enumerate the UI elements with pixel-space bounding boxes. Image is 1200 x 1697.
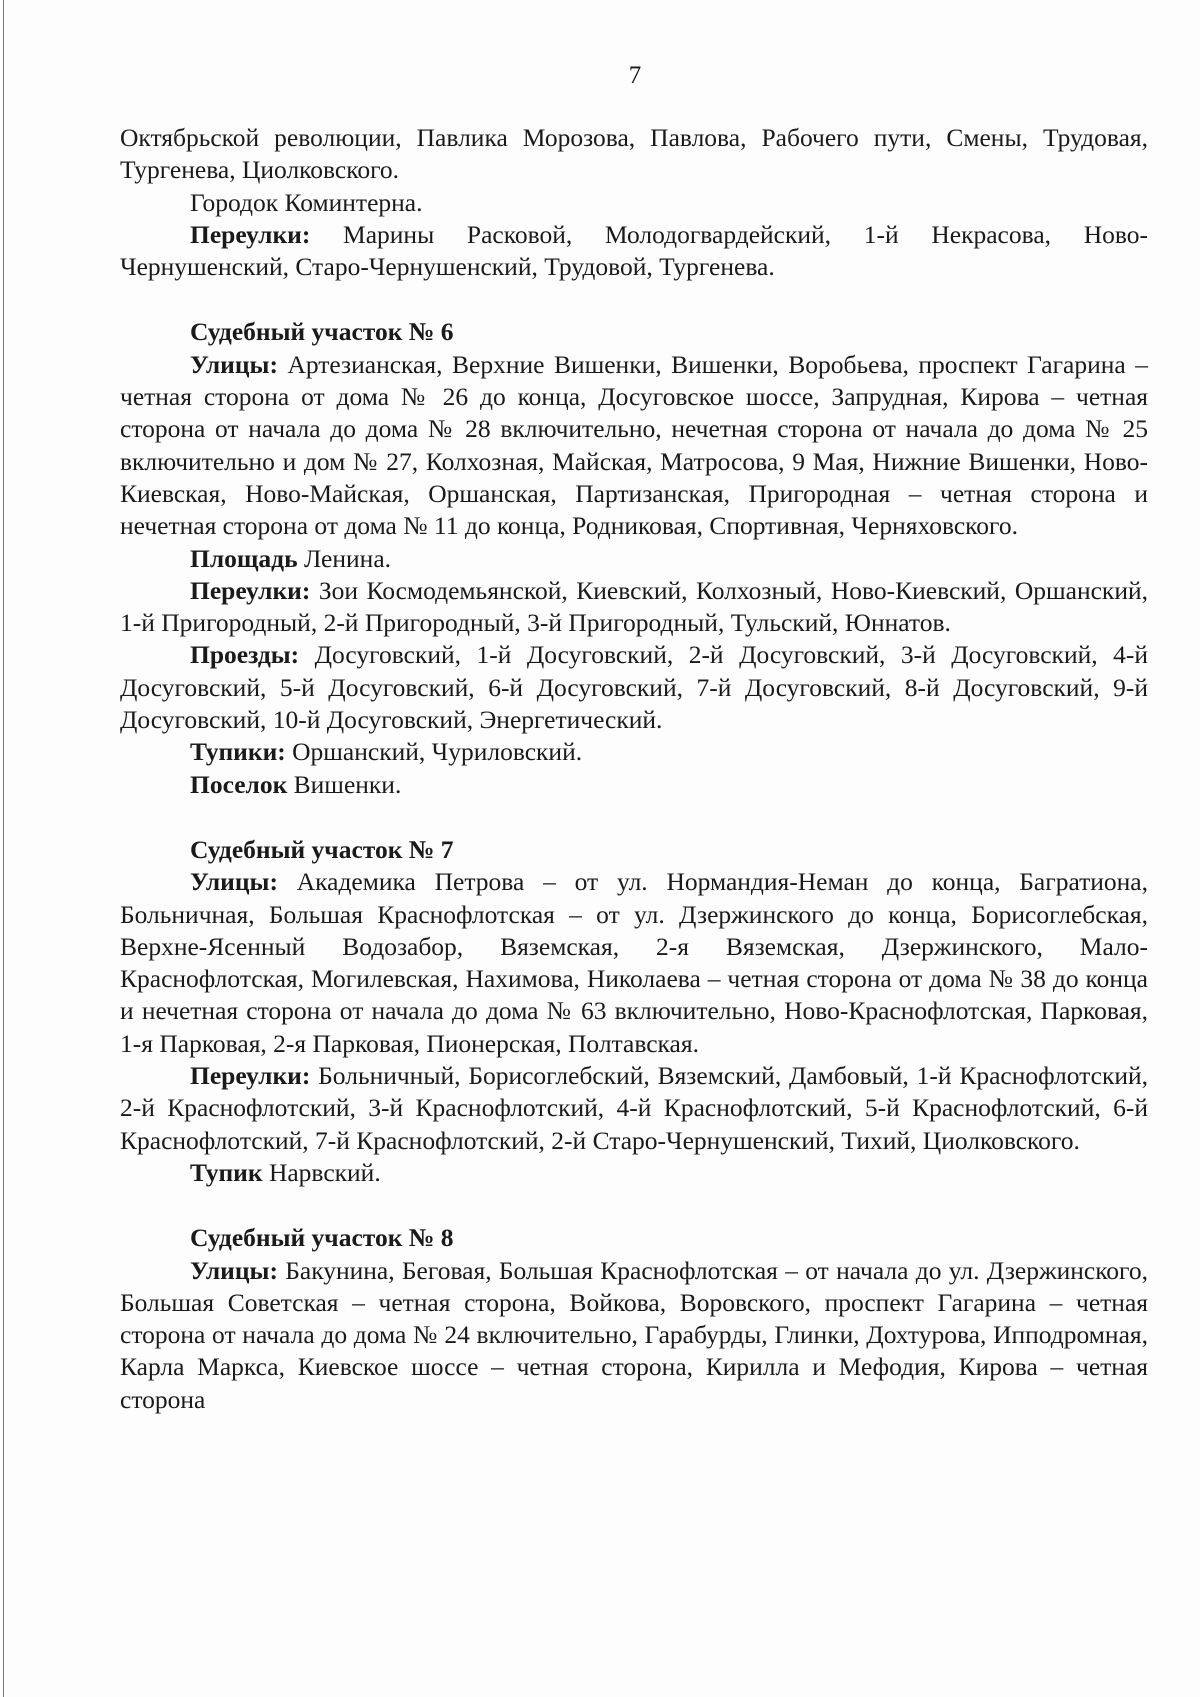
page-number: 7 [628,62,642,89]
section-8-title: Судебный участок № 8 [190,1223,454,1253]
page-edge-line [3,0,4,1697]
section-6-streets [120,349,1148,543]
section-8-streets [120,1255,1148,1416]
section-7-title: Судебный участок № 7 [190,834,454,864]
section-6-lanes [120,575,1148,640]
section-7-streets-label: Улицы: [190,867,278,897]
section-6-deadends-label: Тупики: [190,737,286,767]
section-7-deadend [120,1157,1148,1189]
section-6-streets-label: Улицы: [190,349,278,379]
section-6-title: Судебный участок № 6 [190,317,454,347]
section-7-streets [120,866,1148,1060]
section-6-settlement [120,769,1148,801]
section-6-deadends-text: Оршанский, Чуриловский. [285,737,583,767]
section-6-square-text: Ленина. [297,543,392,573]
document-body [120,122,1148,1416]
section-7-lanes-label: Переулки: [190,1061,311,1091]
section-7-lanes-text: Больничный, Борисоглебский, Вяземский, Дамбовый, 1-й Краснофлотский, 2-й Краснофлотский, 3-й Краснофлотский, 4-й Краснофлотский, 5-й Краснофлотский, 6-й Краснофлотский, 7-й Краснофлотский, 2-й Старо-Чернушенский, Тихий, Циолковского. [120,1061,1148,1155]
section-7-streets-text: Академика Петрова – от ул. Нормандия-Неман до конца, Багратиона, Больничная, Большая Краснофлотская – от ул. Дзержинского до конца, Борисоглебская, Верхне-Ясенный Водозабор, Вяземская, 2-я Вяземская, Дзержинского, Мало-Краснофлотская, Могилевская, Нахимова, Николаева – четная сторона от дома № 38 до конца и нечетная сторона от начала до дома № 63 включительно, Ново-Краснофлотская, Парковая, 1-я Парковая, 2-я Парковая, Пионерская, Полтавская. [120,867,1148,1058]
intro-lanes [120,219,1148,284]
section-6-square [120,543,1148,575]
section-6-square-label: Площадь [190,543,298,573]
section-8-streets-label: Улицы: [190,1255,278,1285]
section-6-streets-text: Артезианская, Верхние Вишенки, Вишенки, Воробьева, проспект Гагарина – четная сторона от дома № 26 до конца, Досуговское шоссе, Запрудная, Кирова – четная сторона от начала до дома № 28 включительно, нечетная сторона от начала до дома № 25 включительно и дом № 27, Колхозная, Майская, Матросова, 9 Мая, Нижние Вишенки, Ново-Киевская, Ново-Майская, Оршанская, Партизанская, Пригородная – четная сторона и нечетная сторона от дома № 11 до конца, Родниковая, Спортивная, Черняховского. [120,349,1148,541]
section-6-lanes-text: Зои Космодемьянской, Киевский, Колхозный, Ново-Киевский, Оршанский, 1-й Пригородный, 2-й Пригородный, 3-й Пригородный, Тульский, Юннатов. [120,575,1148,638]
intro-gorodok: Городок Коминтерна. [190,187,423,217]
section-7-lanes [120,1060,1148,1157]
section-6-passages-label: Проезды: [190,640,300,670]
section-7-deadend-label: Тупик [190,1157,263,1187]
intro-streets-continuation: Октябрьской революции, Павлика Морозова, Павлова, Рабочего пути, Смены, Трудовая, Тургенева, Циолковского. [120,123,1148,185]
section-6-settlement-label: Поселок [190,769,288,799]
section-6-passages-text: Досуговский, 1-й Досуговский, 2-й Досуговский, 3-й Досуговский, 4-й Досуговский, 5-й Досуговский, 6-й Досуговский, 7-й Досуговский, 8-й Досуговский, 9-й Досуговский, 10-й Досуговский, Энергетический. [120,640,1148,735]
section-6-lanes-label: Переулки: [190,575,311,605]
section-7-deadend-text: Нарвский. [262,1157,381,1187]
section-6-settlement-text: Вишенки. [287,769,402,799]
section-8-streets-text: Бакунина, Беговая, Большая Краснофлотская – от начала до ул. Дзержинского, Большая Советская – четная сторона, Войкова, Воровского, проспект Гагарина – четная сторона от начала до дома № 24 включительно, Гарабурды, Глинки, Дохтурова, Ипподромная, Карла Маркса, Киевское шоссе – четная сторона, Кирилла и Мефодия, Кирова – четная сторона [120,1255,1148,1414]
intro-lanes-text: Марины Расковой, Молодогвардейский, 1-й Некрасова, Ново-Чернушенский, Старо-Чернушенский, Трудовой, Тургенева. [120,219,1148,282]
intro-lanes-label: Переулки: [190,219,311,249]
section-6-passages [120,639,1148,736]
section-6-deadends [120,736,1148,768]
